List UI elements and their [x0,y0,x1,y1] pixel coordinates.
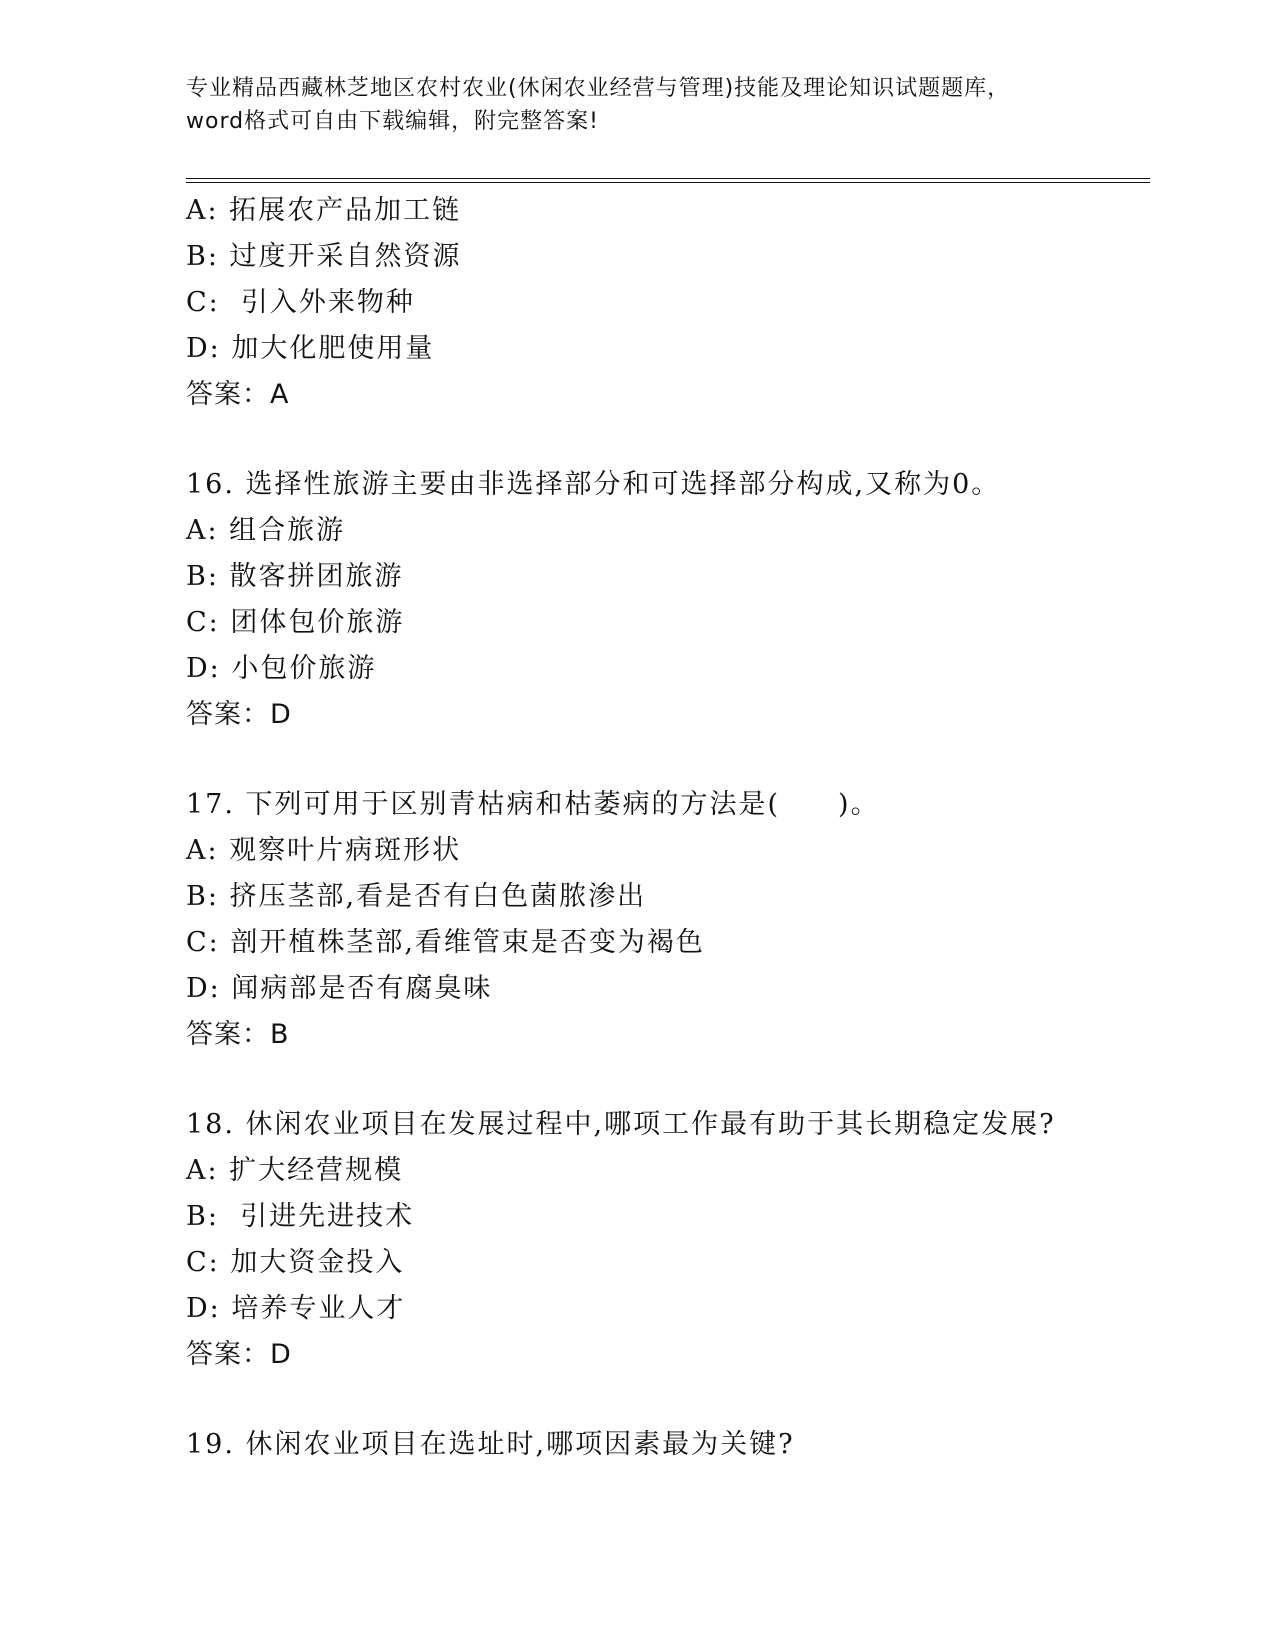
option-a: A: 扩大经营规模 [186,1155,404,1186]
option-b: B: 引进先进技术 [186,1201,415,1232]
answer-line: 答案：D [186,699,292,730]
question-stem: 17. 下列可用于区别青枯病和枯萎病的方法是( )。 [186,789,880,820]
option-d: D: 闻病部是否有腐臭味 [186,973,493,1004]
document-header [186,72,1086,138]
option-b: B: 散客拼团旅游 [186,561,404,592]
option-a: A: 拓展农产品加工链 [186,195,462,226]
question-16 [186,462,1146,738]
option-c: C: 团体包价旅游 [186,607,405,638]
answer-line: 答案：A [186,379,290,410]
header-divider-top [186,178,1150,179]
question-list [186,188,1146,1468]
header-line-2: word格式可自由下载编辑，附完整答案! [186,109,599,134]
header-divider-bottom [186,182,1150,183]
option-d: D: 培养专业人才 [186,1293,406,1324]
option-a: A: 组合旅游 [186,515,346,546]
question-15-options [186,188,1146,418]
question-17 [186,782,1146,1058]
answer-line: 答案：B [186,1019,290,1050]
question-stem: 16. 选择性旅游主要由非选择部分和可选择部分构成,又称为0。 [186,469,1001,500]
option-a: A: 观察叶片病斑形状 [186,835,462,866]
header-line-1: 专业精品西藏林芝地区农村农业(休闲农业经营与管理)技能及理论知识试题题库， [186,76,1011,101]
option-b: B: 过度开采自然资源 [186,241,462,272]
answer-line: 答案：D [186,1339,292,1370]
option-d: D: 小包价旅游 [186,653,377,684]
question-19 [186,1422,1146,1468]
option-c: C: 引入外来物种 [186,287,415,318]
question-18 [186,1102,1146,1378]
question-stem: 18. 休闲农业项目在发展过程中,哪项工作最有助于其长期稳定发展? [186,1109,1056,1140]
question-stem: 19. 休闲农业项目在选址时,哪项因素最为关键? [186,1429,795,1460]
option-d: D: 加大化肥使用量 [186,333,435,364]
option-c: C: 剖开植株茎部,看维管束是否变为褐色 [186,927,705,958]
option-c: C: 加大资金投入 [186,1247,405,1278]
option-b: B: 挤压茎部,看是否有白色菌脓渗出 [186,881,647,912]
